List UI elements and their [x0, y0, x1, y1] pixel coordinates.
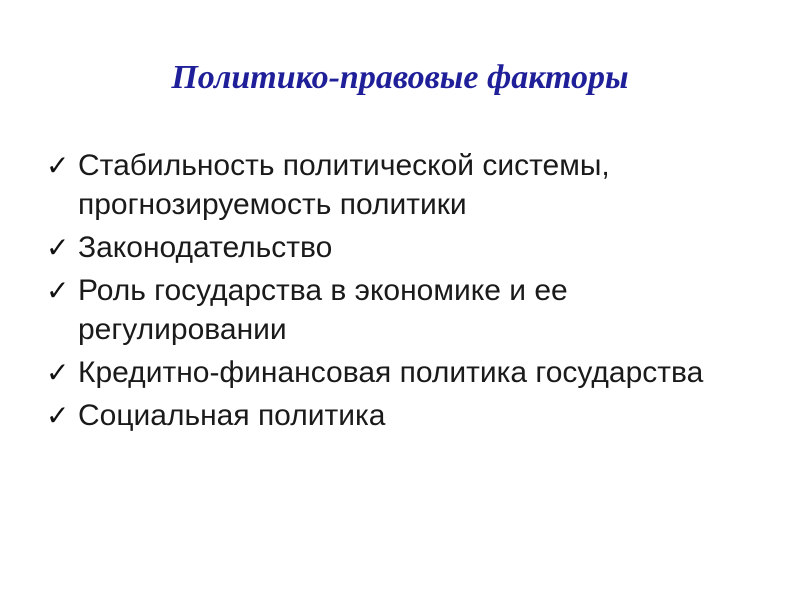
list-item: [44, 396, 764, 435]
checkmark-icon: ✓: [46, 231, 70, 264]
bullet-text: Стабильность политической системы, прогнозируемость политики: [78, 149, 610, 221]
checkmark-icon: ✓: [46, 274, 70, 307]
list-item: [44, 146, 764, 224]
bullet-list: [44, 146, 764, 439]
checkmark-icon: ✓: [46, 149, 70, 182]
bullet-text: Социальная политика: [78, 399, 386, 432]
checkmark-icon: ✓: [46, 399, 70, 432]
list-item: [44, 228, 764, 267]
list-item: [44, 271, 764, 349]
checkmark-icon: ✓: [46, 356, 70, 389]
bullet-text: Роль государства в экономике и ее регулировании: [78, 274, 568, 346]
bullet-text: Кредитно-финансовая политика государства: [78, 356, 704, 389]
list-item: [44, 353, 764, 392]
slide-title: Политико-правовые факторы: [171, 59, 629, 96]
bullet-text: Законодательство: [78, 231, 333, 264]
